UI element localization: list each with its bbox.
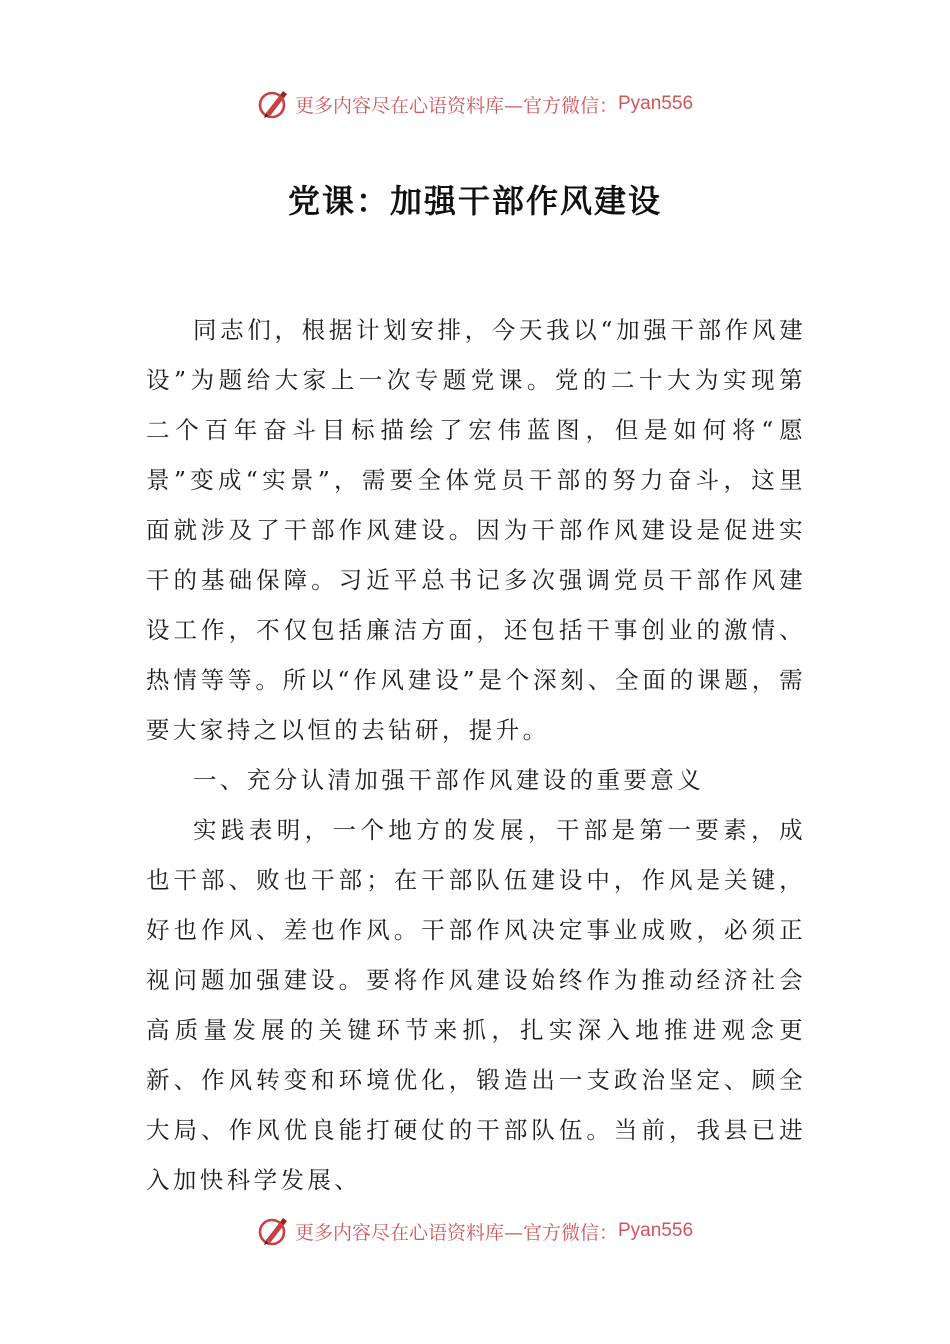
section-heading: 一、充分认清加强干部作风建设的重要意义 (193, 766, 705, 794)
wechat-id: Pyan556 (618, 93, 694, 114)
header-banner (0, 84, 950, 124)
pen-logo-icon (257, 1214, 291, 1248)
pen-logo-icon (257, 87, 291, 121)
paragraph-practice: 实践表明，一个地方的发展，干部是第一要素，成也干部、败也干部；在干部队伍建设中，作风是关键，好也作风、差也作风。干部作风决定事业成败，必须正视问题加强建设。要将作风建设始终作为推动经济社会高质量发展的关键环节来抓，扎实深入地推进观念更新、作风转变和环境优化，锻造出一支政治坚定、顾全大局、作风优良能打硬仗的干部队伍。当前，我县已进入加快科学发展、 (146, 816, 806, 1194)
paragraph-intro: 同志们，根据计划安排，今天我以“加强干部作风建设”为题给大家上一次专题党课。党的二十大为实现第二个百年奋斗目标描绘了宏伟蓝图，但是如何将“愿景”变成“实景”，需要全体党员干部的努力奋斗，这里面就涉及了干部作风建设。因为干部作风建设是促进实干的基础保障。习近平总书记多次强调党员干部作风建设工作，不仅包括廉洁方面，还包括干事创业的激情、热情等等。所以“作风建设”是个深刻、全面的课题，需要大家持之以恒的去钻研，提升。 (146, 316, 806, 744)
document-body (146, 305, 806, 1205)
footer-banner (0, 1211, 950, 1251)
banner-text: 更多内容尽在心语资料库—官方微信： (294, 1221, 618, 1244)
wechat-id: Pyan556 (618, 1220, 694, 1241)
banner-text: 更多内容尽在心语资料库—官方微信： (294, 94, 618, 117)
document-title: 党课：加强干部作风建设 (287, 182, 662, 220)
